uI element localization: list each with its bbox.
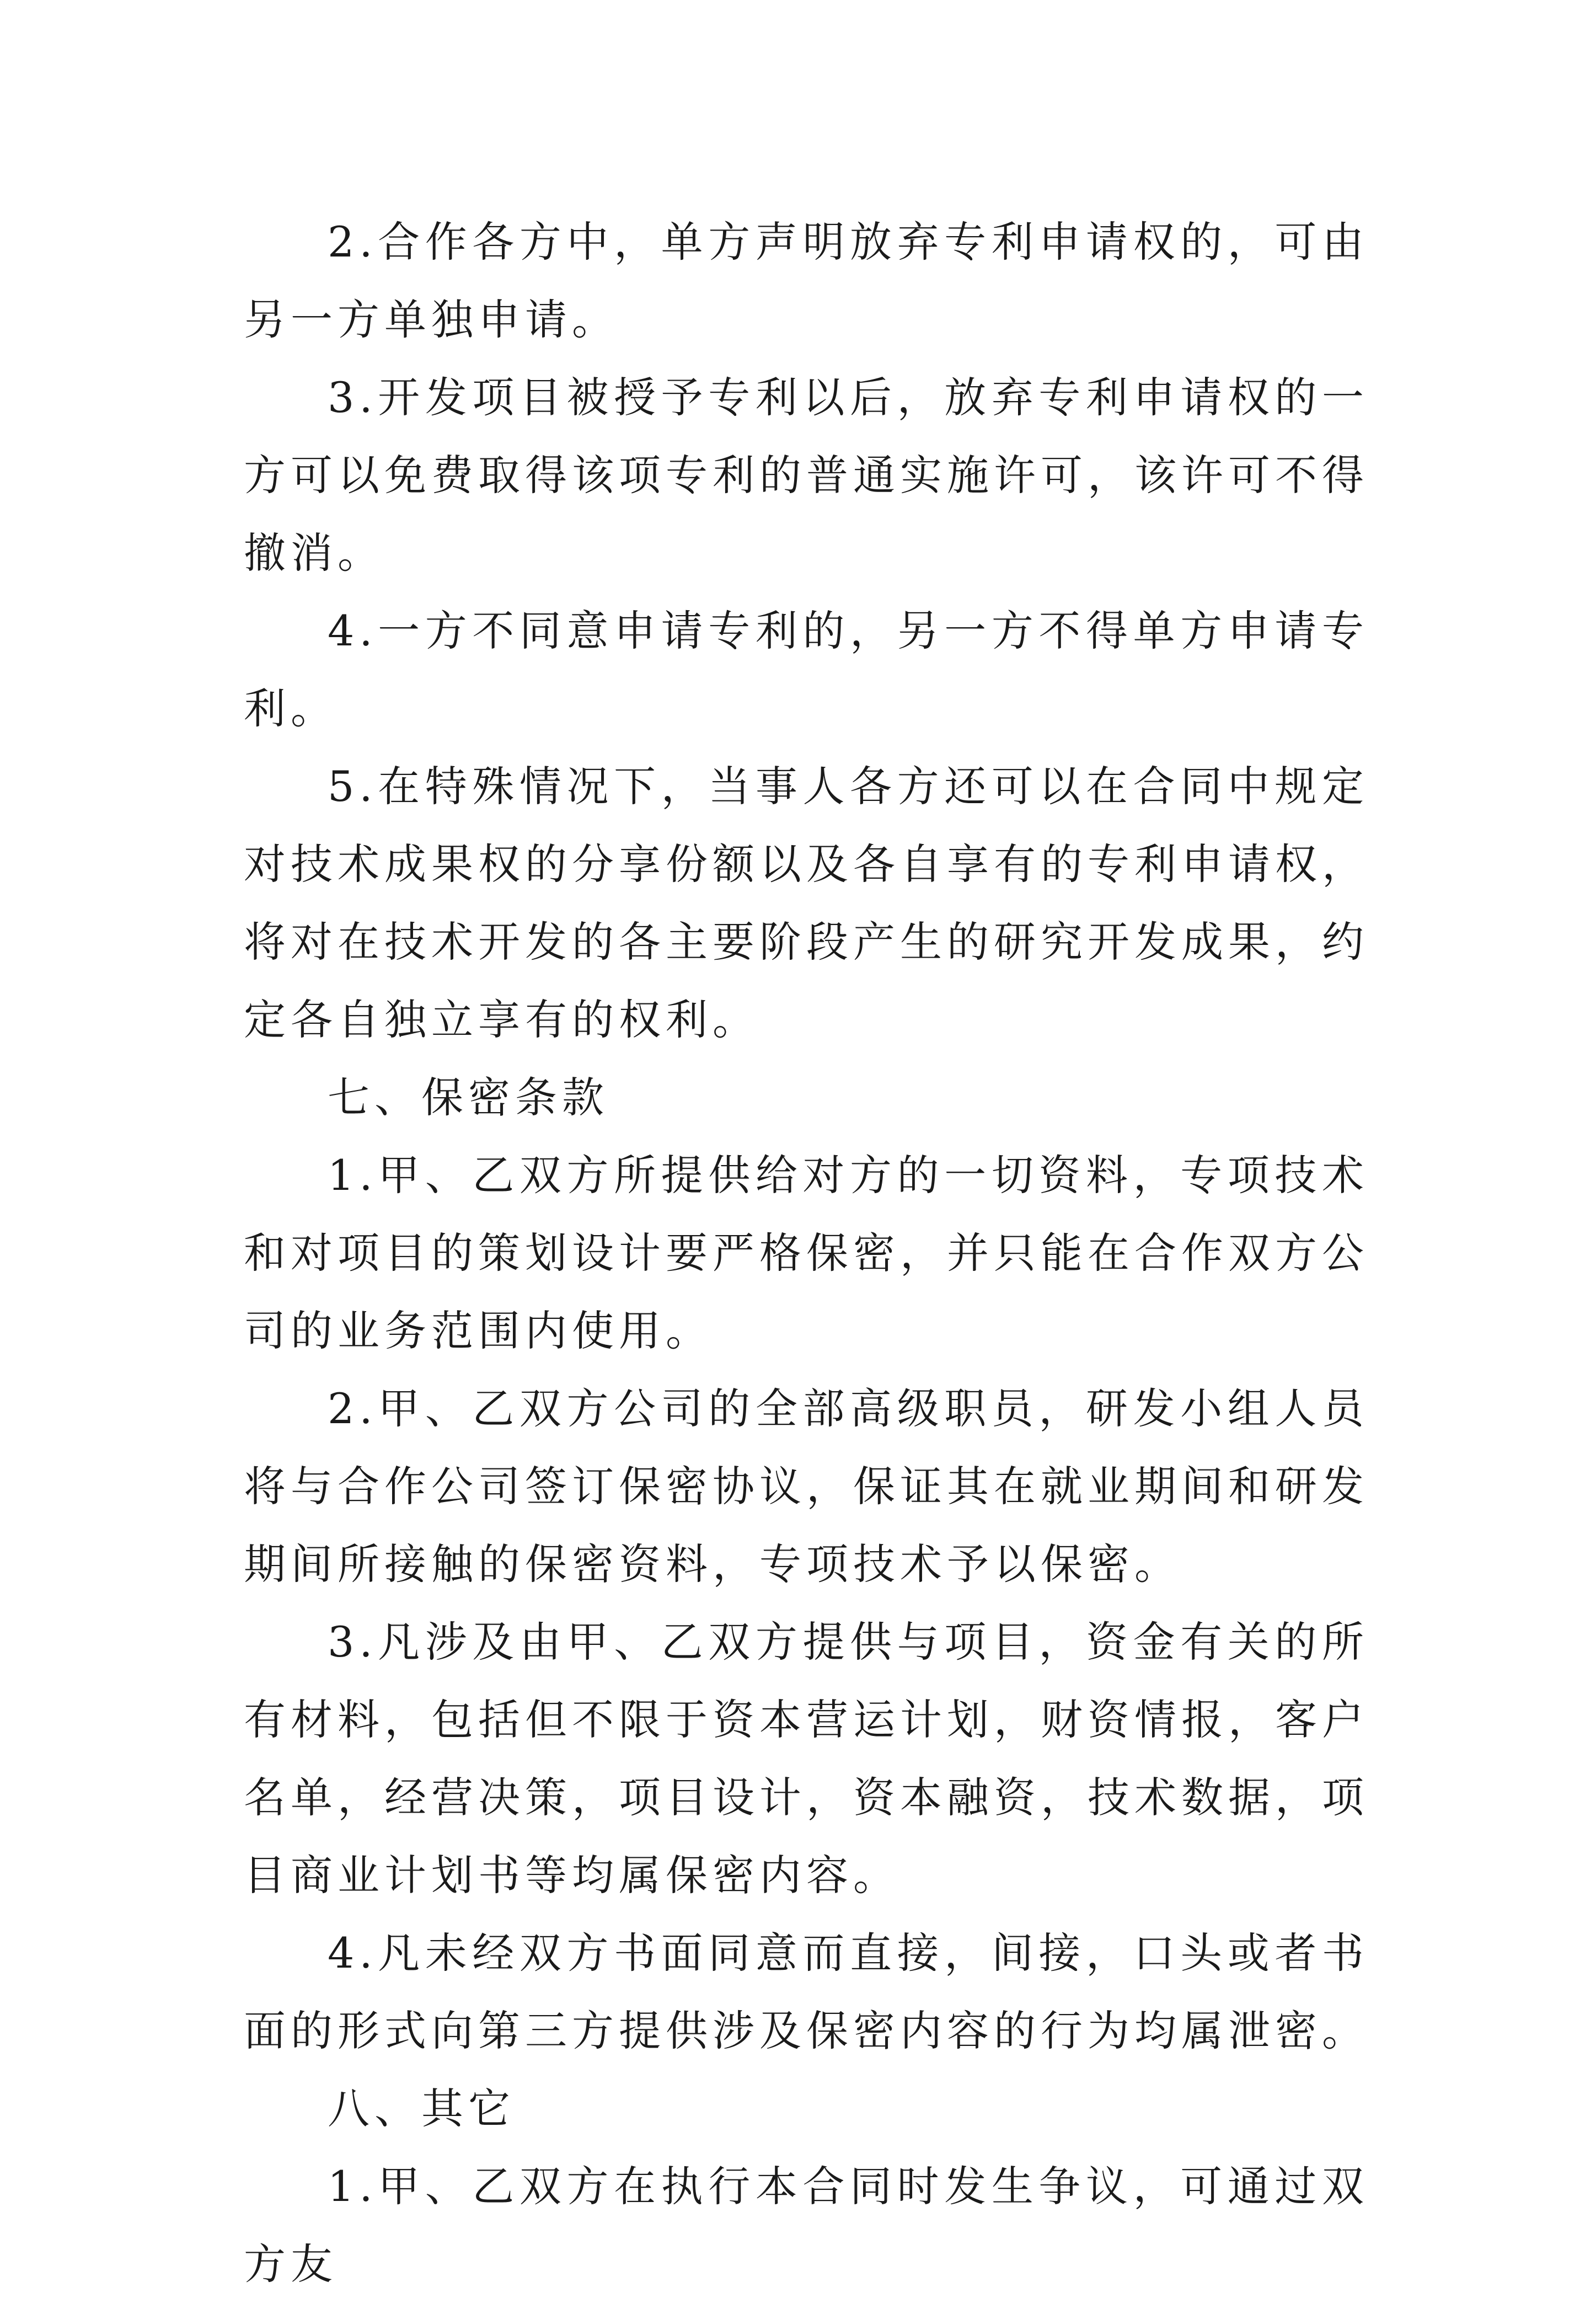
paragraph-special-cases: 5.在特殊情况下，当事人各方还可以在合同中规定对技术成果权的分享份额以及各自享有的专利申请权，将对在技术开发的各主要阶段产生的研究开发成果，约定各自独立享有的权利。 [244,762,1369,1044]
paragraph-confidential-materials: 1.甲、乙双方所提供给对方的一切资料，专项技术和对项目的策划设计要严格保密，并只能在合作双方公司的业务范围内使用。 [244,1151,1369,1355]
paragraph-confidential-scope: 3.凡涉及由甲、乙双方提供与项目，资金有关的所有材料，包括但不限于资本营运计划，财资情报，客户名单，经营决策，项目设计，资本融资，技术数据，项目商业计划书等均属保密内容。 [244,1617,1369,1900]
section-heading-other: 八、其它 [328,2084,515,2133]
paragraph-dispute: 1.甲、乙双方在执行本合同时发生争议，可通过双方友 [244,2162,1369,2289]
paragraph-patent-license: 3.开发项目被授予专利以后，放弃专利申请权的一方可以免费取得该项专利的普通实施许可，该许可不得撤消。 [244,373,1369,578]
document-body [244,203,1369,2303]
section-heading-confidentiality: 七、保密条款 [328,1073,609,1122]
paragraph-disclosure-definition: 4.凡未经双方书面同意而直接，间接，口头或者书面的形式向第三方提供涉及保密内容的行为均属泄密。 [244,1928,1369,2055]
paragraph-patent-waiver: 2.合作各方中，单方声明放弃专利申请权的，可由另一方单独申请。 [244,217,1369,344]
paragraph-patent-objection: 4.一方不同意申请专利的，另一方不得单方申请专利。 [244,606,1369,733]
paragraph-staff-agreements: 2.甲、乙双方公司的全部高级职员，研发小组人员将与合作公司签订保密协议，保证其在就业期间和研发期间所接触的保密资料，专项技术予以保密。 [244,1384,1369,1589]
